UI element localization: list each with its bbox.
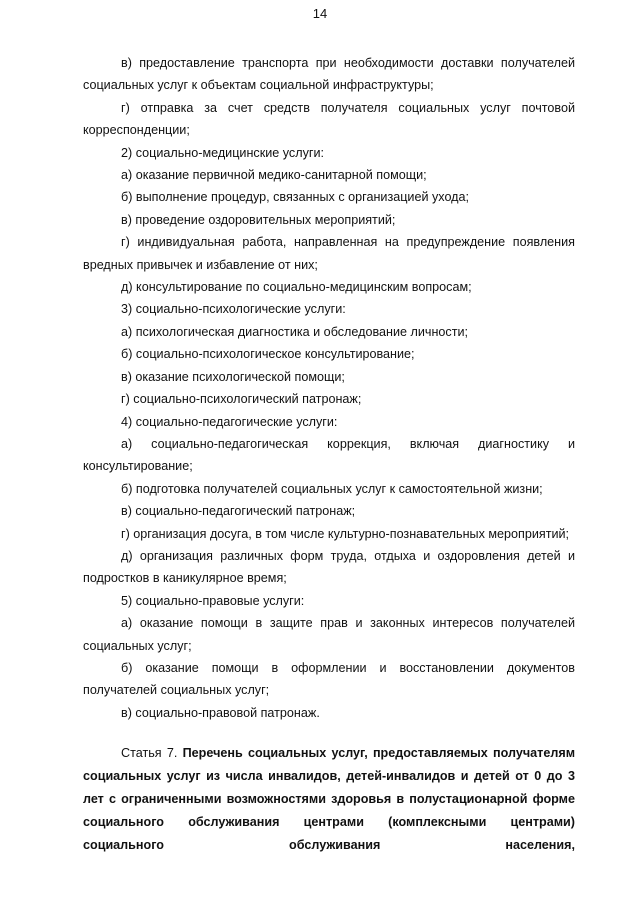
paragraph-pedagogical-d: г) организация досуга, в том числе культурно-познавательных мероприятий; (121, 526, 570, 541)
paragraph-legal-c: в) социально-правовой патронаж. (121, 705, 320, 720)
section-heading-medical: 2) социально-медицинские услуги: (121, 145, 324, 160)
paragraph-psychological-d: г) социально-психологический патронаж; (121, 392, 362, 407)
article-title: Перечень социальных услуг, предоставляемых получателям социальных услуг из числа инвалидов, детей-инвалидов и детей от 0 до 3 лет с ограниченными возможностями здоровья в полустационарной форме социального обслуживания центрами (комплексными центрами) социального обслуживания населения, (83, 746, 576, 853)
paragraph-psychological-c: в) оказание психологической помощи; (121, 369, 345, 384)
paragraph-medical-b: б) выполнение процедур, связанных с организацией ухода; (121, 190, 470, 205)
paragraph-psychological-b: б) социально-психологическое консультирование; (121, 347, 415, 362)
paragraph-pedagogical-c: в) социально-педагогический патронаж; (121, 504, 356, 519)
paragraph-medical-e: д) консультирование по социально-медицинским вопросам; (121, 280, 472, 295)
paragraph-medical-d: г) индивидуальная работа, направленная на предупреждение появления вредных привычек и избавление от них; (83, 235, 575, 272)
paragraph-medical-a: а) оказание первичной медико-санитарной помощи; (121, 168, 427, 183)
paragraph-transport: в) предоставление транспорта при необходимости доставки получателей социальных услуг к объектам социальной инфраструктуры; (83, 56, 575, 93)
section-heading-legal: 5) социально-правовые услуги: (121, 593, 305, 608)
section-heading-psychological: 3) социально-психологические услуги: (121, 302, 346, 317)
page-number: 14 (312, 6, 328, 21)
paragraph-psychological-a: а) психологическая диагностика и обследование личности; (121, 324, 469, 339)
section-heading-pedagogical: 4) социально-педагогические услуги: (121, 414, 338, 429)
paragraph-pedagogical-e: д) организация различных форм труда, отдыха и оздоровления детей и подростков в каникулярное время; (83, 548, 575, 586)
paragraph-pedagogical-b: б) подготовка получателей социальных услуг к самостоятельной жизни; (121, 481, 543, 496)
paragraph-pedagogical-a: а) социально-педагогическая коррекция, включая диагностику и консультирование; (83, 436, 575, 474)
article-heading (83, 742, 575, 857)
paragraph-mail: г) отправка за счет средств получателя социальных услуг почтовой корреспонденции; (83, 100, 575, 138)
article-label: Статья 7. (121, 746, 178, 761)
paragraph-legal-b: б) оказание помощи в оформлении и восстановлении документов получателей социальных услуг; (83, 660, 575, 698)
paragraph-medical-c: в) проведение оздоровительных мероприятий; (121, 212, 396, 227)
paragraph-legal-a: а) оказание помощи в защите прав и законных интересов получателей социальных услуг; (83, 616, 575, 653)
document-body (83, 52, 575, 857)
